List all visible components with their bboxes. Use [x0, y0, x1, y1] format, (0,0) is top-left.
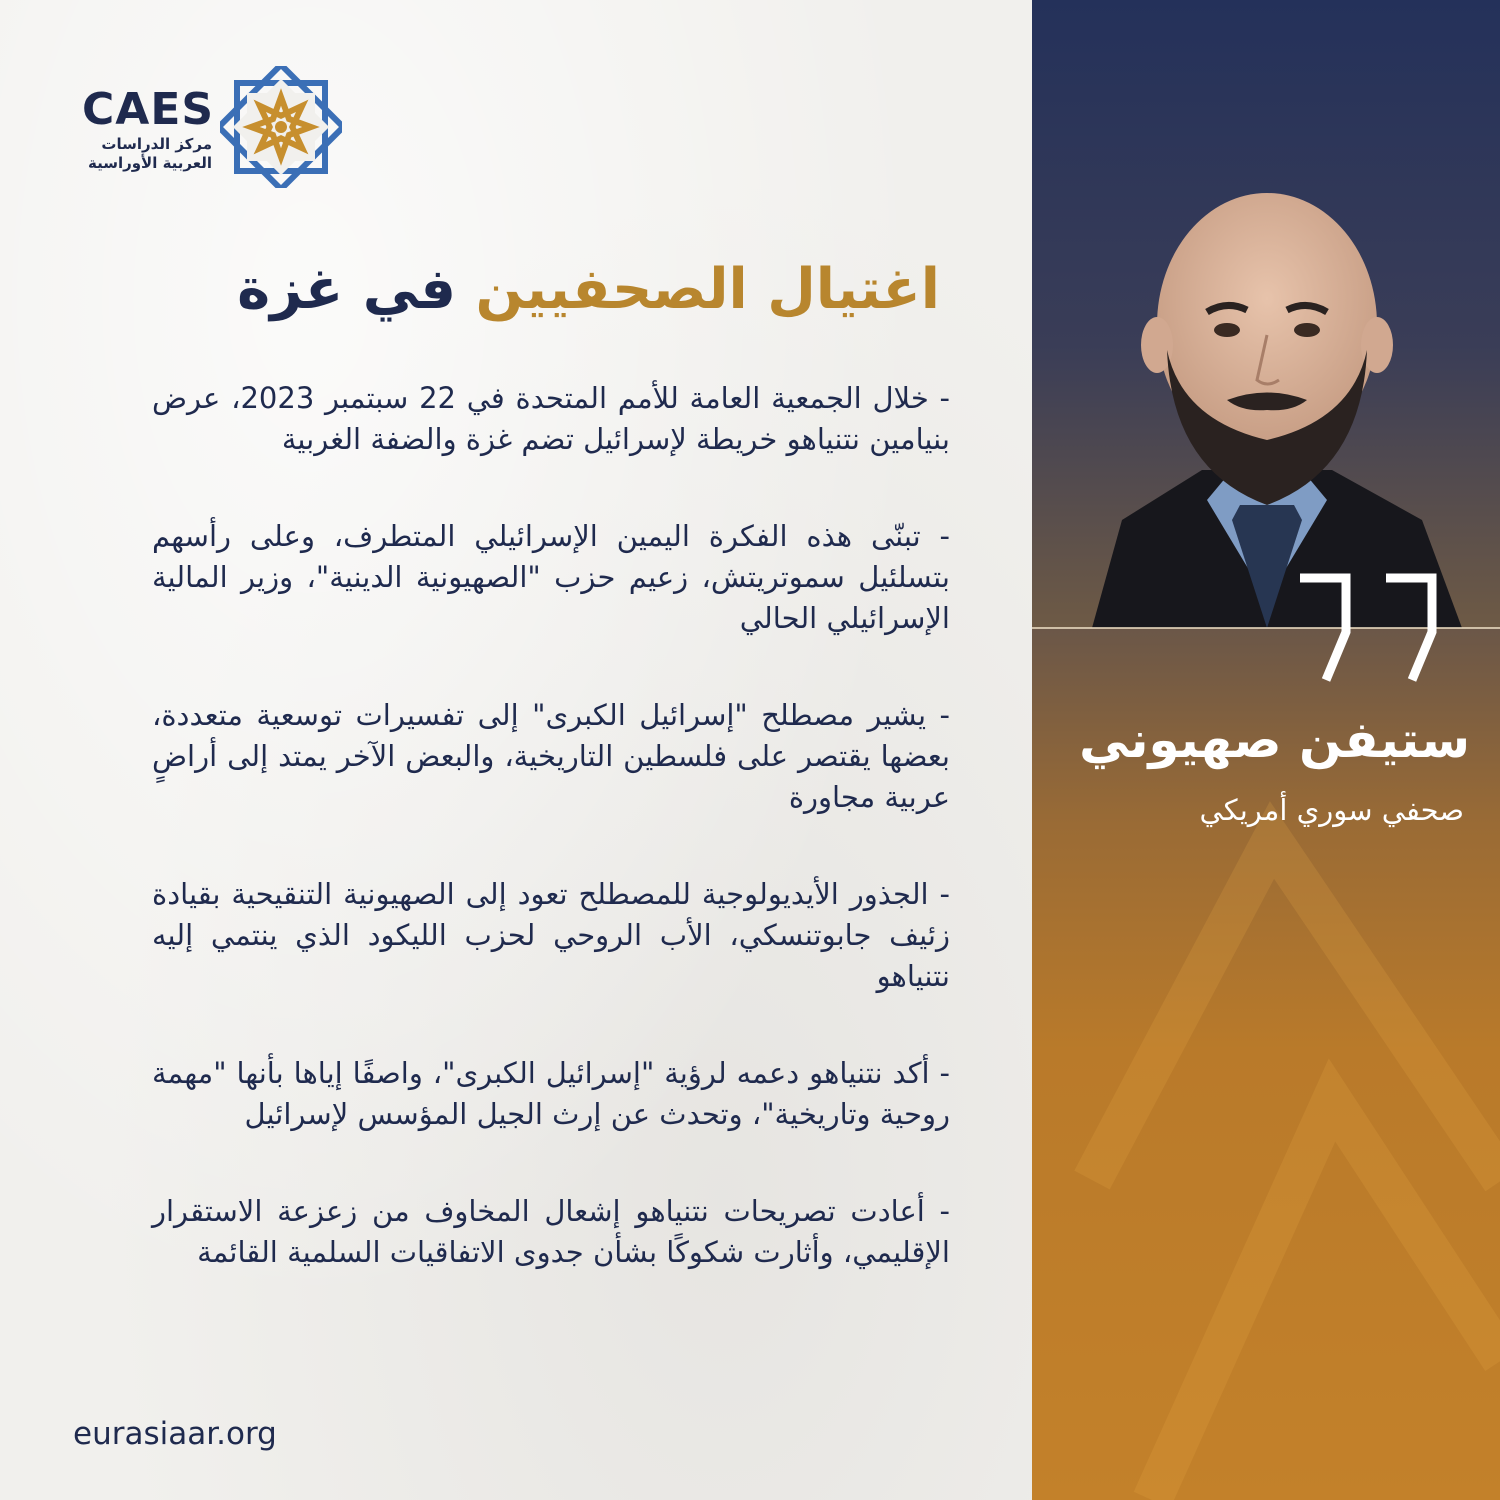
caes-logo	[80, 66, 342, 186]
bullet-item: - أكد نتنياهو دعمه لرؤية "إسرائيل الكبرى"، واصفًا إياها بأنها "مهمة روحية وتاريخية"، وتحدث عن إرث الجيل المؤسس لإسرائيل	[152, 1056, 950, 1131]
bullet-item: - الجذور الأيديولوجية للمصطلح تعود إلى الصهيونية التنقيحية بقيادة زئيف جابوتنسكي، الأب الروحي لحزب الليكود الذي ينتمي إليه نتنياهو	[152, 877, 950, 993]
speaker-panel	[1032, 0, 1500, 1500]
speaker-role: صحفي سوري أمريكي	[1199, 793, 1464, 827]
speaker-name: ستيفن صهيوني	[1079, 711, 1470, 769]
quote-mark-icon	[1282, 570, 1454, 688]
bullet-list	[152, 378, 950, 1329]
bullet-item: - أعادت تصريحات نتنياهو إشعال المخاوف من زعزعة الاستقرار الإقليمي، وأثارت شكوكًا بشأن جدوى الاتفاقيات السلمية القائمة	[152, 1194, 950, 1269]
speaker-portrait-icon	[1032, 0, 1500, 628]
logo-line-1: مركز الدراسات	[101, 135, 212, 153]
bullet-item: - تبنّى هذه الفكرة اليمين الإسرائيلي المتطرف، وعلى رأسهم بتسلئيل سموتريتش، زعيم حزب "الصهيونية الدينية"، وزير المالية الإسرائيلي الحالي	[152, 519, 950, 635]
background-star-pattern-icon	[1032, 800, 1500, 1500]
page-title	[150, 240, 940, 340]
title-accent: اغتيال الصحفيين	[475, 257, 940, 322]
website-url: eurasiaar.org	[73, 1416, 277, 1452]
bullet-item: - خلال الجمعية العامة للأمم المتحدة في 22 سبتمبر 2023، عرض بنيامين نتنياهو خريطة لإسرائيل تضم غزة والضفة الغربية	[152, 381, 950, 456]
bullet-item: - يشير مصطلح "إسرائيل الكبرى" إلى تفسيرات توسعية متعددة، بعضها يقتصر على فلسطين التاريخية، والبعض الآخر يمتد إلى أراضٍ عربية مجاورة	[152, 698, 950, 814]
eight-point-star-icon	[220, 66, 342, 188]
logo-acronym: CAES	[82, 84, 215, 135]
title-dark: في غزة	[237, 257, 457, 322]
logo-line-2: العربية الأوراسية	[87, 154, 212, 172]
